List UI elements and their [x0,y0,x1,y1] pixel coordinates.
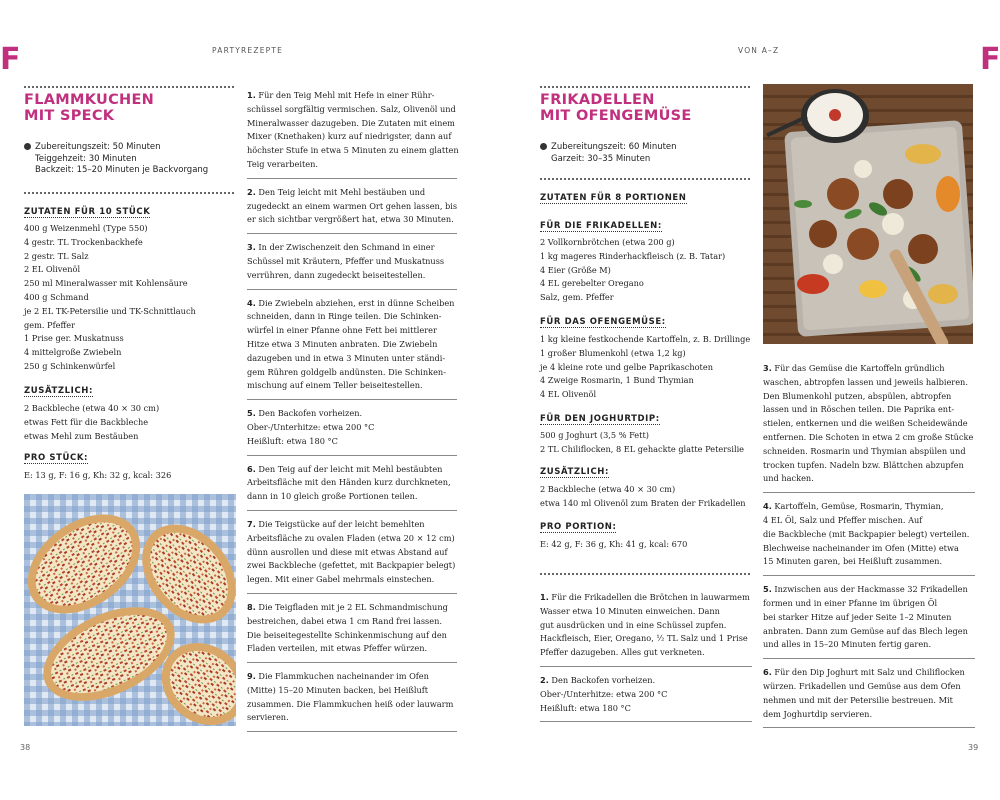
list-item: 4 EL Olivenöl [540,389,597,400]
steps-column-mid [540,591,752,729]
list-item: 400 g Schmand [24,291,89,302]
list-item: 2 Backbleche (etwa 40 × 30 cm) [540,484,676,494]
recipe-step: 7. Die Teigstücke auf der leicht bemehlten Arbeitsfläche zu ovalen Fladen (etwa 20 × 12 cm) dünn ausrollen und diese mit etwas Abstand auf zwei Backbleche (gefettet, mit Backpapier belegt) legen. Mit einer Gabel mehrmals einstechen. [247,518,457,594]
list-item: etwas Fett für die Backbleche [24,416,149,427]
flammkuchen-photo [24,494,236,726]
recipe-step: 1. Für die Frikadellen die Brötchen in lauwarmem Wasser etwa 10 Minuten einweichen. Dann gut ausdrücken und in eine Schüssel zupfen. Hackfleisch, Eier, Oregano, ½ TL Salz und 1 Prise Pfeffer dazugeben. Alles gut verkneten. [540,591,752,667]
list-item: 4 EL gerebelter Oregano [540,278,644,289]
extra-heading-left: ZUSÄTZLICH: [24,386,93,396]
ingredient-list-frikadellen [540,236,754,305]
list-item: 4 Zweige Rosmarin, 1 Bund Thymian [540,375,694,386]
list-item: 2 Vollkornbrötchen (etwa 200 g) [540,237,675,247]
list-item: 2 gestr. TL Salz [24,250,89,261]
group-heading-frikadellen: FÜR DIE FRIKADELLEN: [540,221,662,231]
ingredient-list-ofengemuese [540,333,754,402]
list-item: etwa 140 ml Olivenöl zum Braten der Frikadellen [540,497,746,508]
ingredient-list-left [24,222,236,374]
extra-list-left [24,402,236,443]
list-item: 1 kg mageres Rinderhackfleisch (z. B. Tatar) [540,250,726,261]
extra-list-right [540,483,754,511]
list-item: 400 g Weizenmehl (Type 550) [24,223,148,233]
recipe-step: 1. Für den Teig Mehl mit Hefe in einer Rühr- schüssel sorgfältig vermischen. Salz, Olivenöl und Mineralwasser dazugeben. Die Zutaten mit einem Mixer (Knethaken) kurz auf niedrigster, dann auf höchster Stufe in etwa 5 Minuten zu einem glatten Teig verarbeiten. [247,89,457,179]
divider-dotted [24,86,234,88]
ingredient-list-joghurtdip [540,429,754,457]
list-item: 1 kg kleine festkochende Kartoffeln, z. B. Drillinge [540,334,751,344]
group-heading-joghurtdip: FÜR DEN JOGHURTDIP: [540,414,660,424]
list-item: 2 EL Olivenöl [24,264,81,275]
nutrition-right: E: 42 g, F: 36 g, Kh: 41 g, kcal: 670 [540,539,688,549]
recipe-step: 2. Den Backofen vorheizen. Ober-/Unterhitze: etwa 200 °C Heißluft: etwa 180 °C [540,674,752,722]
recipe-step: 3. Für das Gemüse die Kartoffeln gründlich waschen, abtropfen lassen und jeweils halbieren. Den Blumenkohl putzen, abspülen, abtropfen lassen und in Röschen teilen. Die Paprika ent- stielen, entkernen und die weißen Scheidewände entfernen. Die Schoten in etwa 2 cm große Stücke schneiden. Rosmarin und Thymian abspülen und trocken tupfen. Nadeln bzw. Blättchen abzupfen und hacken. [763,362,975,493]
extra-heading-right: ZUSÄTZLICH: [540,467,609,477]
clock-icon [24,143,31,150]
recipe-step: 9. Die Flammkuchen nacheinander im Ofen (Mitte) 15–20 Minuten backen, bei Heißluft zusammen. Die Flammkuchen heiß oder lauwarm servieren. [247,670,457,732]
recipe-title-left [24,92,154,124]
chapter-letter-right: F [980,42,1000,77]
list-item: 2 TL Chiliflocken, 8 EL gehackte glatte Petersilie [540,443,745,454]
divider-dotted [540,86,750,88]
divider-dotted [24,192,234,194]
recipe-step: 3. In der Zwischenzeit den Schmand in einer Schüssel mit Kräutern, Pfeffer und Muskatnuss verrühren, dann zugedeckt beiseitestellen. [247,241,457,289]
recipe-title-right [540,92,692,124]
nutrition-heading-right: PRO PORTION: [540,522,617,532]
divider-dotted [540,573,750,575]
running-head-right: VON A–Z [738,46,780,55]
time-line: Teiggehzeit: 30 Minuten [35,153,137,164]
list-item: Salz, gem. Pfeffer [540,292,614,303]
list-item: 4 mittelgroße Zwiebeln [24,347,122,358]
chapter-letter-left: F [0,42,21,77]
recipe-step: 8. Die Teigfladen mit je 2 EL Schmandmischung bestreichen, dabei etwa 1 cm Rand frei lassen. Die beiseitegestellte Schinkenmischung auf den Fladen verteilen, mit etwas Pfeffer würzen. [247,601,457,663]
title-line: MIT OFENGEMÜSE [540,108,692,124]
frikadellen-image [763,84,973,344]
list-item: 4 Eier (Größe M) [540,264,611,275]
list-item: 250 g Schinkenwürfel [24,360,116,371]
nutrition-left: E: 13 g, F: 16 g, Kh: 32 g, kcal: 326 [24,470,172,480]
time-line: Zubereitungszeit: 60 Minuten [551,142,677,152]
running-head-left: PARTYREZEPTE [212,46,284,55]
time-line: Garzeit: 30–35 Minuten [551,153,651,164]
recipe-step: 6. Den Teig auf der leicht mit Mehl bestäubten Arbeitsfläche mit den Händen kurz durchkneten, dann in 10 gleich große Portionen teilen. [247,463,457,511]
divider-dotted [540,178,750,180]
list-item: 500 g Joghurt (3,5 % Fett) [540,430,649,440]
recipe-step: 4. Die Zwiebeln abziehen, erst in dünne Scheiben schneiden, dann in Ringe teilen. Die Schinken- würfel in einer Pfanne ohne Fett bei mittlerer Hitze etwa 3 Minuten anbraten. Die Zwiebeln dazugeben und in etwa 3 Minuten unter ständi- gem Rühren goldgelb andünsten. Die Schinken- mischung auf einem Teller beiseitestellen. [247,297,457,401]
nutrition-heading-left: PRO STÜCK: [24,453,89,463]
title-line: MIT SPECK [24,108,115,124]
clock-icon [540,143,547,150]
group-heading-ofengemuese: FÜR DAS OFENGEMÜSE: [540,317,666,327]
flammkuchen-image [24,494,236,726]
list-item: 1 Prise ger. Muskatnuss [24,333,124,344]
time-line: Zubereitungszeit: 50 Minuten [35,142,161,152]
recipe-step: 6. Für den Dip Joghurt mit Salz und Chiliflocken würzen. Frikadellen und Gemüse aus dem Ofen nehmen und mit der Petersilie bestreuen. Mit dem Joghurtdip servieren. [763,666,975,728]
steps-column-left [247,89,457,739]
ingredients-heading-right: ZUTATEN FÜR 8 PORTIONEN [540,193,687,203]
list-item: 2 Backbleche (etwa 40 × 30 cm) [24,403,160,413]
ingredients-heading-left: ZUTATEN FÜR 10 STÜCK [24,207,151,217]
title-line: FRIKADELLEN [540,92,655,108]
steps-column-right [763,362,975,735]
list-item: 4 gestr. TL Trockenbackhefe [24,236,143,247]
list-item: 1 großer Blumenkohl (etwa 1,2 kg) [540,347,686,358]
recipe-step: 2. Den Teig leicht mit Mehl bestäuben und zugedeckt an einem warmen Ort gehen lassen, bis er sich sichtbar vergrößert hat, etwa 30 Minuten. [247,186,457,234]
list-item: je 4 kleine rote und gelbe Paprikaschoten [540,361,713,372]
list-item: etwas Mehl zum Bestäuben [24,430,139,441]
recipe-step: 5. Inzwischen aus der Hackmasse 32 Frikadellen formen und in einer Pfanne im übrigen Öl bei starker Hitze auf jeder Seite 1–2 Minuten anbraten. Dann zum Gemüse auf das Blech legen und alles in 15–20 Minuten fertig garen. [763,583,975,659]
title-line: FLAMMKUCHEN [24,92,155,108]
list-item: gem. Pfeffer [24,319,76,330]
time-info-left [24,142,234,177]
list-item: je 2 EL TK-Petersilie und TK-Schnittlauch [24,305,196,316]
recipe-step: 5. Den Backofen vorheizen. Ober-/Unterhitze: etwa 200 °C Heißluft: etwa 180 °C [247,407,457,455]
time-info-right [540,142,750,165]
frikadellen-photo [763,84,973,344]
list-item: 250 ml Mineralwasser mit Kohlensäure [24,278,188,289]
page-number-left: 38 [20,743,31,752]
recipe-step: 4. Kartoffeln, Gemüse, Rosmarin, Thymian, 4 EL Öl, Salz und Pfeffer mischen. Auf die Backbleche (mit Backpapier belegt) verteilen. Blechweise nacheinander im Ofen (Mitte) etwa 15 Minuten garen, bei Heißluft zusammen. [763,500,975,576]
page-number-right: 39 [968,743,979,752]
time-line: Backzeit: 15–20 Minuten je Backvorgang [35,165,209,175]
